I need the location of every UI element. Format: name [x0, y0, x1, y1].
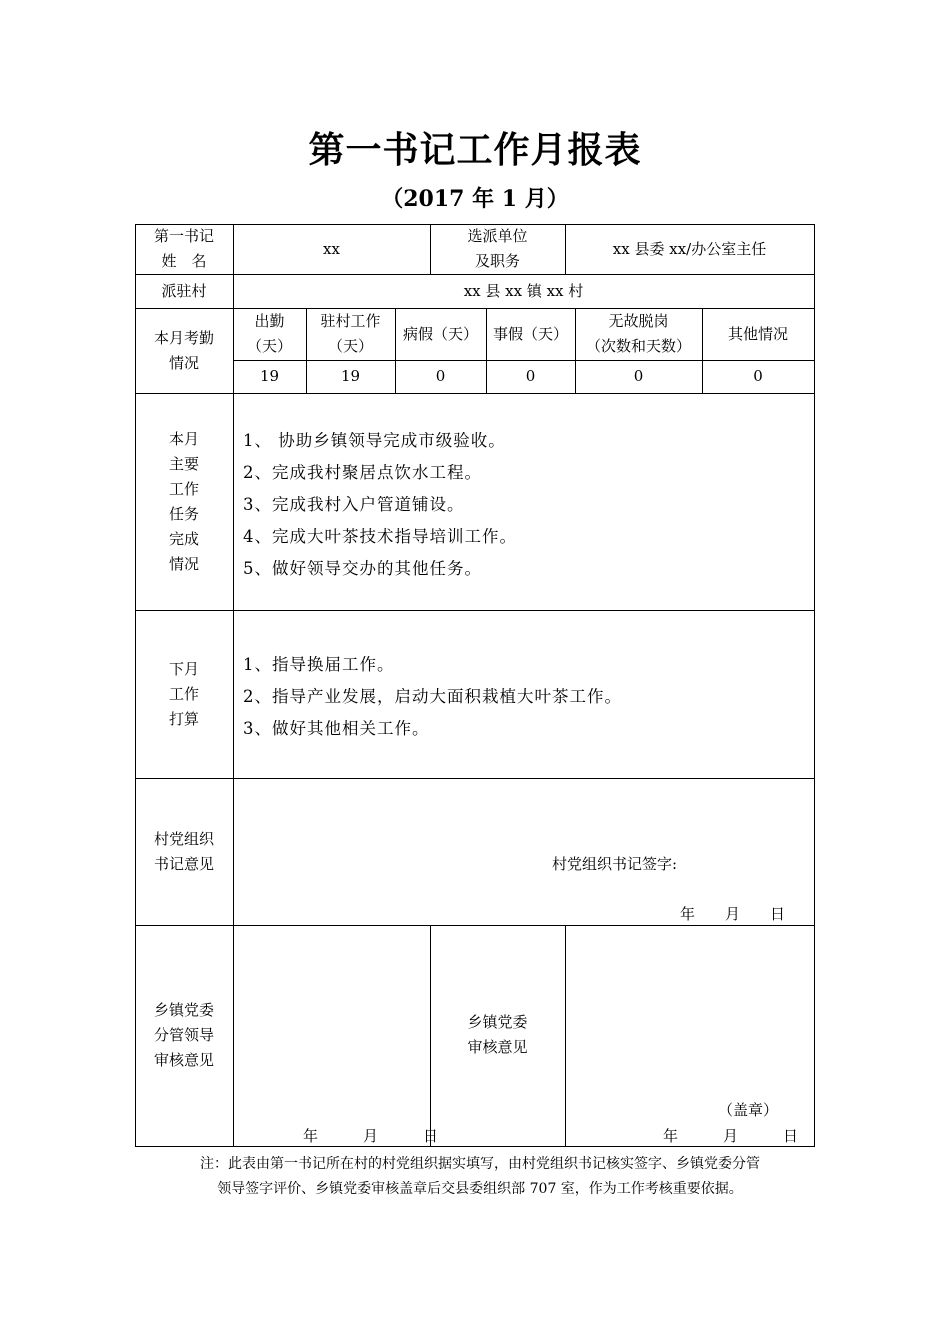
unit-value: xx 县委 xx/办公室主任 [612, 239, 767, 258]
attendance-header-unit: （天） [246, 337, 292, 355]
attendance-header-text: 其他情况 [727, 324, 788, 343]
attendance-label-cell [135, 308, 233, 393]
task-item: 2、完成我村聚居点饮水工程。 [243, 463, 482, 482]
task-item: 3、完成我村入户管道铺设。 [243, 495, 465, 514]
task-item: 5、做好领导交办的其他任务。 [243, 559, 482, 578]
leader-opinion-label-line: 分管领导 [153, 1026, 214, 1044]
plan-label-line: 工作 [168, 684, 199, 703]
attendance-value: 0 [633, 367, 644, 385]
table-border-right [814, 224, 815, 1147]
table-border-bottom [135, 1146, 815, 1147]
leader-opinion-label [135, 925, 233, 1146]
tasks-label-line: 主要 [168, 454, 199, 473]
village-opinion-label [135, 778, 233, 925]
village-sign-field: 村党组织书记签字: [552, 855, 678, 873]
attendance-header-text: 事假（天） [492, 324, 568, 343]
attendance-header [575, 308, 702, 360]
task-item: 1、 协助乡镇领导完成市级验收。 [243, 431, 506, 450]
attendance-header [395, 308, 486, 360]
committee-opinion-label-line: 审核意见 [467, 1038, 528, 1056]
tasks-list [243, 425, 517, 585]
row-divider [135, 925, 815, 926]
row-divider [135, 778, 815, 779]
attendance-header [306, 308, 395, 360]
report-period: （2017 年 1 月） [381, 186, 569, 212]
attendance-value: 19 [340, 367, 361, 385]
plan-list [243, 649, 622, 745]
unit-label: 及职务 [474, 252, 520, 270]
attendance-value: 19 [259, 367, 280, 385]
name-value: xx [323, 239, 340, 258]
row-divider [135, 610, 815, 611]
unit-label-cell [430, 224, 565, 274]
plan-item: 3、做好其他相关工作。 [243, 719, 430, 738]
tasks-label-line: 本月 [168, 429, 199, 448]
attendance-header-unit: （次数和天数） [585, 337, 691, 355]
plan-item: 2、指导产业发展，启动大面积栽植大叶茶工作。 [243, 687, 622, 706]
attendance-header-unit: （天） [327, 337, 373, 355]
village-opinion-label-line: 书记意见 [153, 854, 214, 873]
plan-label [135, 610, 233, 778]
attendance-header [486, 308, 575, 360]
village-label: 派驻村 [161, 281, 207, 300]
unit-label: 选派单位 [467, 227, 528, 245]
name-label: 第一书记 [153, 227, 214, 245]
leader-opinion-label-line: 乡镇党委 [153, 1001, 214, 1019]
attendance-value: 0 [753, 367, 763, 385]
footnote-line: 领导签字评价、乡镇党委审核盖章后交县委组织部 707 室，作为工作考核重要依据。 [217, 1181, 743, 1197]
task-item: 4、完成大叶茶技术指导培训工作。 [243, 527, 517, 546]
leader-sign-date: 年 月 日 [303, 1127, 439, 1145]
col-divider [565, 925, 566, 1147]
attendance-header-text: 出勤 [254, 312, 285, 330]
committee-opinion-label-line: 乡镇党委 [467, 1013, 528, 1031]
tasks-label-line: 工作 [168, 479, 199, 498]
plan-label-line: 下月 [168, 659, 199, 678]
attendance-value: 0 [435, 367, 446, 385]
attendance-label: 本月考勤 [153, 328, 214, 347]
village-value: xx 县 xx 镇 xx 村 [463, 281, 584, 300]
attendance-header-text: 无故脱岗 [608, 312, 669, 330]
attendance-label: 情况 [168, 353, 199, 372]
footnote [140, 1152, 820, 1202]
plan-item: 1、指导换届工作。 [243, 655, 395, 674]
seal-placeholder: （盖章） [718, 1101, 779, 1119]
row-divider [135, 393, 815, 394]
tasks-label [135, 393, 233, 610]
attendance-header-text: 驻村工作 [320, 312, 381, 330]
village-sign-date: 年 月 日 [680, 905, 786, 923]
attendance-value: 0 [525, 367, 536, 385]
plan-label-line: 打算 [168, 709, 199, 728]
name-label-cell [135, 224, 233, 274]
name-label: 姓 名 [161, 252, 207, 270]
page-title: 第一书记工作月报表 [308, 129, 642, 171]
attendance-header [702, 308, 814, 360]
committee-sign-date: 年 月 日 [663, 1127, 799, 1145]
tasks-label-line: 完成 [168, 529, 199, 548]
attendance-header [233, 308, 306, 360]
tasks-label-line: 任务 [168, 504, 199, 523]
leader-opinion-label-line: 审核意见 [153, 1051, 214, 1069]
footnote-line: 注：此表由第一书记所在村的村党组织据实填写，由村党组织书记核实签字、乡镇党委分管 [200, 1156, 760, 1172]
committee-opinion-label [430, 1005, 565, 1065]
tasks-label-line: 情况 [168, 554, 199, 573]
village-opinion-label-line: 村党组织 [153, 829, 214, 848]
attendance-header-text: 病假（天） [402, 324, 478, 343]
